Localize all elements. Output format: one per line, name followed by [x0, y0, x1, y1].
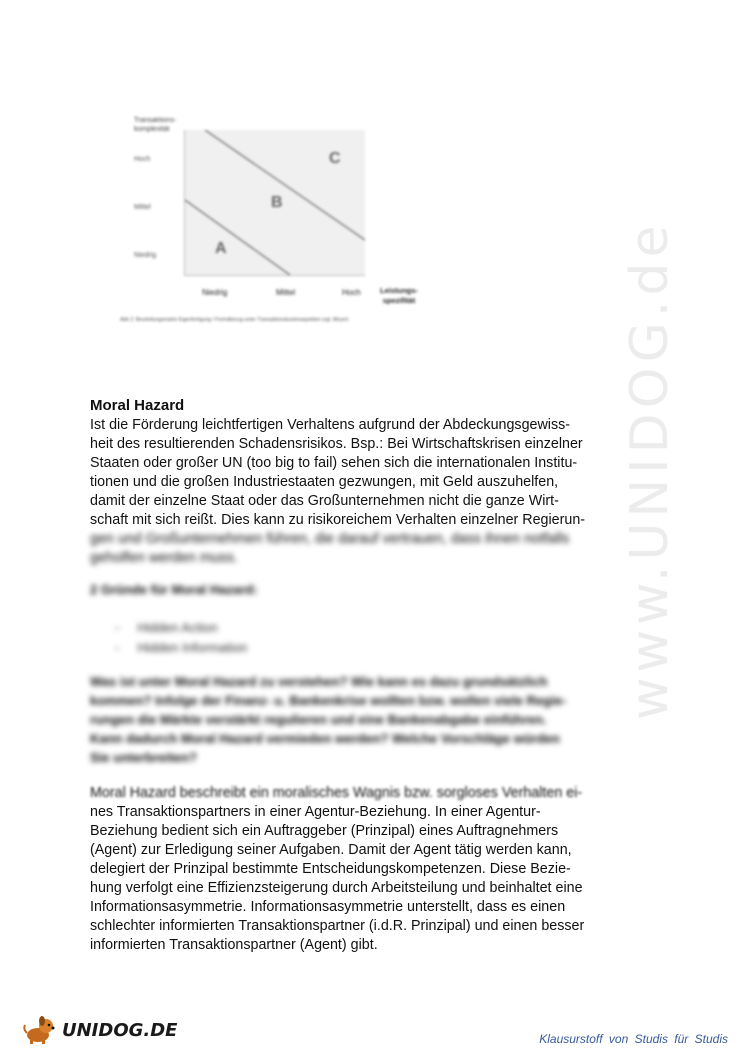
- text-line: schlechter informierten Transaktionspartner (i.d.R. Prinzipal) und einen besser: [90, 918, 585, 934]
- dog-mascot-icon: [22, 1015, 56, 1045]
- region-b-label: B: [271, 194, 283, 211]
- blurred-text-line: gen und Großunternehmen führen, die darauf vertrauen, dass ihnen notfalls: [90, 531, 570, 547]
- figure-y-tick: Mittel: [134, 204, 151, 211]
- text-line: (Agent) zur Erledigung seiner Aufgaben. Damit der Agent tätig werden kann,: [90, 842, 572, 858]
- matrix-figure: [118, 112, 438, 332]
- paragraph-intro: [90, 416, 650, 568]
- figure-y-axis-label: Transaktions- komplexität: [134, 117, 177, 133]
- text-line: Staaten oder großer UN (too big to fail) sehen sich die internationalen Institu-: [90, 455, 578, 471]
- logo-text: UNIDOG.DE: [62, 1019, 178, 1041]
- figure-x-tick: Mittel: [276, 288, 296, 297]
- text-line: hung verfolgt eine Effizienzsteigerung durch Arbeitsteilung und beinhaltet eine: [90, 880, 583, 896]
- blurred-text-line: geholfen werden muss.: [90, 550, 238, 566]
- text-line: Was ist unter Moral Hazard zu verstehen? Wie kann es dazu grundsätzlich: [90, 674, 548, 689]
- footer-logo[interactable]: [22, 1015, 177, 1045]
- text-line: heit des resultierenden Schadensrisikos. Bsp.: Bei Wirtschaftskrisen einzelner: [90, 436, 583, 452]
- text-line: nes Transaktionspartners in einer Agentur-Beziehung. In einer Agentur-: [90, 804, 541, 820]
- text-line: Beziehung bedient sich ein Auftraggeber (Prinzipal) eines Auftragnehmers: [90, 823, 559, 839]
- figure-plot-area: [184, 130, 365, 276]
- subheading-reasons: 2 Gründe für Moral Hazard:: [90, 582, 258, 597]
- region-a-label: A: [215, 240, 227, 257]
- list-item: - Hidden Action: [115, 618, 247, 638]
- watermark: www.UNIDOG.de: [620, 220, 680, 720]
- region-c-label: C: [329, 150, 341, 167]
- text-line: Ist die Förderung leichtfertigen Verhaltens aufgrund der Abdeckungsgewiss-: [90, 417, 571, 433]
- text-line: schaft mit sich reißt. Dies kann zu risikoreichem Verhalten einzelner Regierun-: [90, 512, 586, 528]
- text-line: tionen und die großen Industriestaaten gezwungen, mit Geld auszuhelfen,: [90, 474, 559, 490]
- text-line: Kann dadurch Moral Hazard vermieden werden? Welche Vorschläge würden: [90, 731, 560, 746]
- reasons-list: [115, 618, 247, 658]
- section-title: Moral Hazard: [90, 397, 185, 414]
- question-block: [90, 672, 650, 767]
- figure-x-tick: Niedrig: [202, 288, 228, 297]
- figure-y-tick: Hoch: [134, 156, 151, 163]
- footer-tagline: Klausurstoff von Studis für Studis: [539, 1032, 728, 1046]
- text-line: delegiert der Prinzipal bestimmte Entscheidungskompetenzen. Diese Bezie-: [90, 861, 571, 877]
- figure-x-axis-label: Leistungs- spezifität: [380, 286, 418, 305]
- figure-y-tick: Niedrig: [134, 252, 157, 259]
- text-line: informierten Transaktionspartner (Agent) gibt.: [90, 937, 378, 953]
- figure-x-tick: Hoch: [342, 288, 361, 297]
- text-line: rungen die Märkte verstärkt regulieren und eine Bankenabgabe einführen.: [90, 712, 547, 727]
- text-line: damit der einzelne Staat oder das Großunternehmen nicht die ganze Wirt-: [90, 493, 559, 509]
- partially-blurred-line: Moral Hazard beschreibt ein moralisches Wagnis bzw. sorgloses Verhalten ei-: [90, 785, 583, 801]
- list-item: - Hidden Information: [115, 638, 247, 658]
- figure-caption: Abb 2: Beurteilungsmatrix Eigenfertigung / Fremdbezug unter Transaktionskostenaspekten (vgl. Meyer): [120, 317, 349, 323]
- paragraph-definition: [90, 784, 650, 955]
- text-line: Sie unterbreiten?: [90, 750, 197, 765]
- text-line: kommen? Infolge der Finanz- u. Bankenkrise wollten bzw. wollen viele Regie-: [90, 693, 567, 708]
- text-line: Informationsasymmetrie. Informationsasymmetrie unterstellt, dass es einen: [90, 899, 566, 915]
